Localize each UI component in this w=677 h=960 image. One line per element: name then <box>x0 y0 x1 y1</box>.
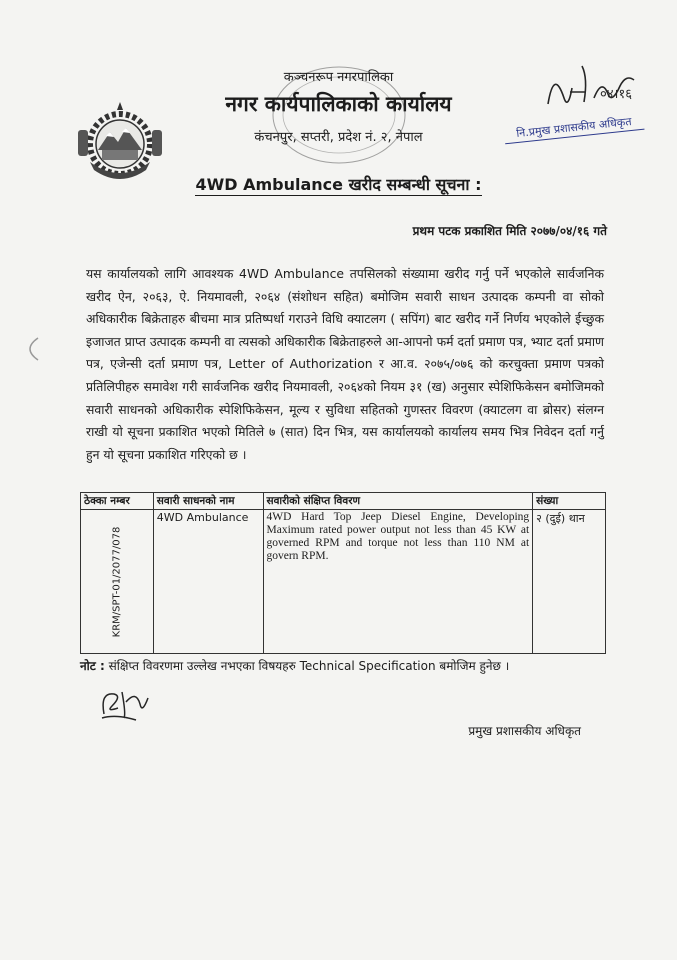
footer-note <box>80 657 509 674</box>
office-address: कंचनपुर, सप्तरी, प्रदेश नं. २, नेपाल <box>254 130 423 145</box>
table-header-row <box>81 493 606 510</box>
designation-stamp: नि.प्रमुख प्रशासकीय अधिकृत <box>503 113 644 145</box>
vehicle-description: 4WD Hard Top Jeep Diesel Engine, Developing Maximum rated power output not less than 45 KW at governed RPM and torque not less than 110 NM at govern RPM. <box>263 510 533 654</box>
footer-note-text: संक्षिप्त विवरणमा उल्लेख नभएका विषयहरु Technical Specification बमोजिम हुनेछ । <box>108 659 510 673</box>
published-date: प्रथम पटक प्रकाशित मिति २०७७/०४/१६ गते <box>412 224 607 238</box>
header-vehicle-name: सवारी साधनको नाम <box>153 493 263 510</box>
header-quantity: संख्या <box>533 493 606 510</box>
tender-no-cell <box>81 510 154 654</box>
binding-hole-icon <box>20 336 42 362</box>
municipality-name: कञ्चनरूप नगरपालिका <box>283 70 394 85</box>
header-description: सवारीको संक्षिप्त विवरण <box>263 493 533 510</box>
signatory-title: प्रमुख प्रशासकीय अधिकृत <box>468 724 581 738</box>
notice-title <box>0 173 677 195</box>
notice-body: यस कार्यालयको लागि आवश्यक 4WD Ambulance तपसिलको संख्यामा खरीद गर्नु पर्ने भएकोले सार्वजनिक खरीद ऐन, २०६३, ऐ. नियमावली, २०६४ (संशोधन सहित) बमोजिम सवारी साधन उत्पादक कम्पनी वा सोको अधिकारीक बिक्रेताहरु बीचमा मात्र प्रतिष्पर्धा गराउने विधि क्याटलग ( सपिंग) बाट खरीद गर्ने निर्णय भएकोले ईच्छुक इजाजत प्राप्त उत्पादक कम्पनी वा त्यसको अधिकारीक बिक्रेताहरुले आ-आपनो फर्म दर्ता प्रमाण पत्र, भ्याट दर्ता प्रमाण पत्र, एजेन्सी दर्ता प्रमाण पत्र, Letter of Authorization र आ.व. २०७५/०७६ को करचुक्ता प्रमाण पत्रको प्रतिलिपीहरु समावेश गरी सार्वजनिक खरीद नियमावली, २०६४को नियम ३१ (ख) अनुसार स्पेशिफिकेसन बमोजिमको सवारी साधनको अधिकारीक स्पेशिफिकेसन, मूल्य र सुविधा सहितको गुणस्तर विवरण (क्याटलग वा ब्रोसर) संलग्न राखी यो सूचना प्रकाशित भएको मितिले ७ (सात) दिन भित्र, यस कार्यालयको कार्यालय समय भित्र निवेदन दर्ता गर्नु हुन यो सूचना प्रकाशित गरिएको छ । <box>86 266 604 462</box>
notice-title-text: 4WD Ambulance खरीद सम्बन्धी सूचना : <box>195 175 482 194</box>
signature-date: ०४।१६ <box>600 87 632 102</box>
tender-no: KRM/SPT-01/2077/078 <box>111 526 123 637</box>
footer-note-label: नोट : <box>80 659 105 673</box>
handwritten-signature-icon <box>542 58 642 118</box>
header-tender-no: ठेक्का नम्बर <box>81 493 154 510</box>
office-name: नगर कार्यपालिकाको कार्यालय <box>225 92 452 116</box>
vehicle-quantity: २ (दुई) थान <box>533 510 606 654</box>
table-row <box>81 510 606 654</box>
procurement-table <box>80 492 606 654</box>
vehicle-name: 4WD Ambulance <box>153 510 263 654</box>
handwritten-initials-icon <box>96 684 156 722</box>
